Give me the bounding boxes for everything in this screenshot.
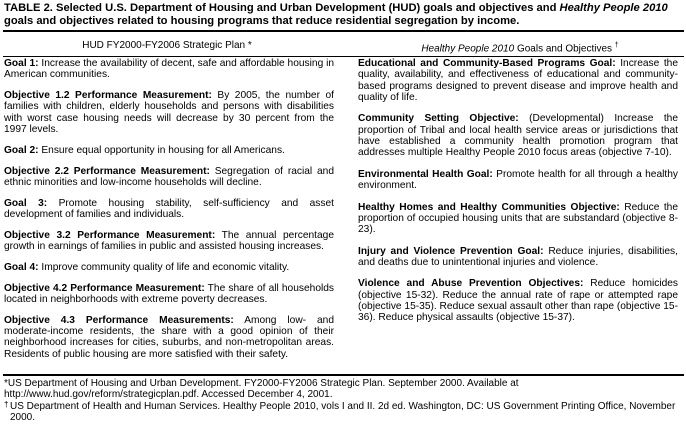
hud-item (4, 315, 334, 360)
hud-goals-column (4, 58, 334, 369)
hud-item-text: The share of all households located in neighborhoods with extreme poverty decreases. (4, 282, 335, 305)
column-header-healthy-people (356, 40, 684, 55)
footnote-dagger-mark: † (4, 400, 9, 409)
hp-item-text: Reduce homicides (objective 15-32). Reduce the annual rate of rape or attempted rape (objective 15-35). Reduce sexual assault other than rape (objective 15-36). Reduce physical assaults (objective 15-37). (358, 278, 679, 324)
hud-item (4, 145, 334, 156)
hud-item-label: Goal 4: (4, 261, 39, 273)
column-header-hud: HUD FY2000-FY2006 Strategic Plan * (82, 40, 252, 51)
hp-item (358, 278, 678, 323)
hud-item-text: By 2005, the number of families with children, elderly households and persons with disabilities with worst case housing needs will decrease by 30 percent from the 1997 levels. (4, 90, 334, 135)
hud-item-text: Ensure equal opportunity in housing for all Americans. (38, 144, 285, 156)
hud-item-text: Segregation of racial and ethnic minorities and low-income households will decline. (4, 165, 335, 188)
hud-item-label: Objective 3.2 Performance Measurement: (4, 229, 216, 241)
footnote-dagger (4, 401, 684, 423)
hp-item (358, 169, 678, 192)
hud-item-label: Objective 2.2 Performance Measurement: (4, 165, 210, 177)
table-title-prefix: TABLE 2. Selected U.S. Department of Housing and Urban Development (HUD) goals and objectives and (4, 2, 560, 14)
dagger-mark: † (614, 42, 619, 49)
hud-item (4, 58, 334, 81)
hud-item-text: Promote housing stability, self-sufficiency and asset development of families and individuals. (4, 197, 334, 220)
hud-item-text: The annual percentage growth in earnings of families in public and assisted housing increases. (4, 229, 334, 253)
column-header-healthy-people-rest: Goals and Objectives (514, 43, 615, 55)
table-title-suffix: goals and objectives related to housing programs that reduce residential segregation by income. (4, 14, 520, 27)
hp-item-label: Community Setting Objective: (358, 113, 519, 125)
hp-item (358, 113, 678, 158)
hp-item-text: (Developmental) Increase the proportion of Tribal and local health service areas or jurisdictions that have established a community health promotion program that addresses multiple Healthy People 2010 focus areas (objective 7-10). (358, 113, 678, 159)
hud-item (4, 262, 334, 273)
column-header-healthy-people-italic: Healthy People 2010 (421, 43, 515, 55)
hp-item-label: Environmental Health Goal: (358, 168, 493, 180)
hud-item-text: Increase the availability of decent, safe and affordable housing in American communities. (4, 58, 334, 81)
hp-item-label: Educational and Community-Based Programs Goal: (358, 58, 616, 69)
hp-item-text: Reduce the proportion of occupied housing units that are substandard (objective 8-23). (358, 201, 679, 236)
hud-item-label: Objective 4.2 Performance Measurement: (4, 282, 205, 294)
table-title-italic: Healthy People 2010 (559, 2, 668, 14)
hp-item-text: Promote health for all through a healthy environment. (358, 168, 678, 192)
table-title (4, 2, 684, 27)
hp-item-label: Healthy Homes and Healthy Communities Objective: (358, 201, 620, 213)
hud-item-text: Improve community quality of life and economic vitality. (38, 261, 290, 273)
hud-item-text: Among low- and moderate-income residents, the share with a good opinion of their neighborhood increases for cities, suburbs, and non-metropolitan areas. Residents of public housing are more satisfied with their safety. (4, 314, 334, 360)
hud-item-label: Objective 1.2 Performance Measurement: (4, 90, 212, 102)
top-rule (3, 30, 684, 32)
hud-item-label: Goal 3: (4, 197, 48, 209)
hud-item (4, 166, 334, 189)
hud-item-label: Goal 1: (4, 58, 39, 69)
hud-item (4, 198, 334, 221)
footnote-star: *US Department of Housing and Urban Development. FY2000-FY2006 Strategic Plan. September 2000. Available at http://www.hud.gov/reform/strategicplan.pdf. Accessed December 4, 2001. (4, 378, 519, 400)
hp-item-text: Increase the quality, availability, and effectiveness of educational and community-based programs designed to prevent disease and improve health and quality of life. (358, 58, 678, 103)
header-rule (3, 56, 684, 57)
footer-rule (3, 374, 684, 376)
hud-item-label: Objective 4.3 Performance Measurements: (4, 314, 234, 326)
hud-item (4, 283, 334, 306)
hp-item (358, 246, 678, 269)
hud-item-label: Goal 2: (4, 144, 39, 156)
hp-item (358, 58, 678, 103)
hp-item-label: Injury and Violence Prevention Goal: (358, 245, 544, 257)
hud-item (4, 230, 334, 253)
hp-item (358, 202, 678, 236)
healthy-people-column (358, 58, 678, 334)
hud-item (4, 90, 334, 135)
hp-item-text: Reduce injuries, disabilities, and deaths due to unintentional injuries and violence. (358, 245, 678, 268)
footnote-dagger-text: US Department of Health and Human Services. Healthy People 2010, vols I and II. 2d ed. Washington, DC: US Government Printing Office, November 2000. (10, 401, 676, 423)
hp-item-label: Violence and Abuse Prevention Objectives: (358, 278, 584, 290)
